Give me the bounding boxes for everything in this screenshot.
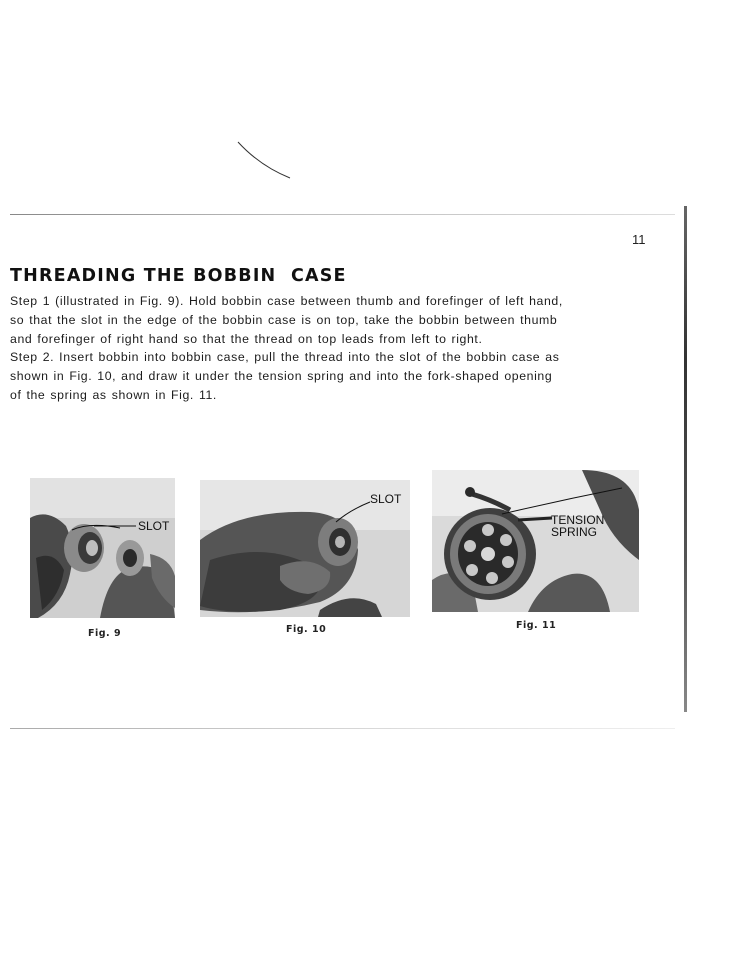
figure-11-photo (432, 470, 639, 612)
paragraph-line: so that the slot in the edge of the bobbin case is on top, take the bobbin between thumb (10, 312, 558, 327)
tension-callout-line1: TENSION (551, 513, 605, 527)
page-edge-shadow (684, 206, 687, 712)
paragraph-line: shown in Fig. 10, and draw it under the tension spring and into the fork-shaped opening (10, 369, 553, 384)
pen-scratch-mark (236, 140, 296, 182)
paragraph-line: of the spring as shown in Fig. 11. (10, 387, 217, 402)
figure-10-caption: Fig. 10 (286, 624, 327, 635)
figure-9-caption: Fig. 9 (88, 628, 122, 639)
section-heading: THREADING THE BOBBIN CASE (10, 266, 347, 286)
slot-callout-fig9: SLOT (138, 519, 170, 533)
figure-11-caption: Fig. 11 (516, 620, 557, 631)
slot-callout-fig10: SLOT (370, 492, 402, 506)
figure-9-photo (30, 478, 175, 618)
bottom-rule (10, 728, 675, 729)
instruction-paragraph (10, 292, 660, 405)
paragraph-line: and forefinger of right hand so that the thread on top leads from left to right. (10, 331, 483, 346)
tension-callout-line2: SPRING (551, 525, 598, 539)
page-number: 11 (632, 232, 646, 247)
paragraph-line: Step 1 (illustrated in Fig. 9). Hold bobbin case between thumb and forefinger of left hand, (10, 294, 563, 308)
top-rule (10, 214, 675, 215)
paragraph-line: Step 2. Insert bobbin into bobbin case, pull the thread into the slot of the bobbin case as (10, 350, 560, 365)
